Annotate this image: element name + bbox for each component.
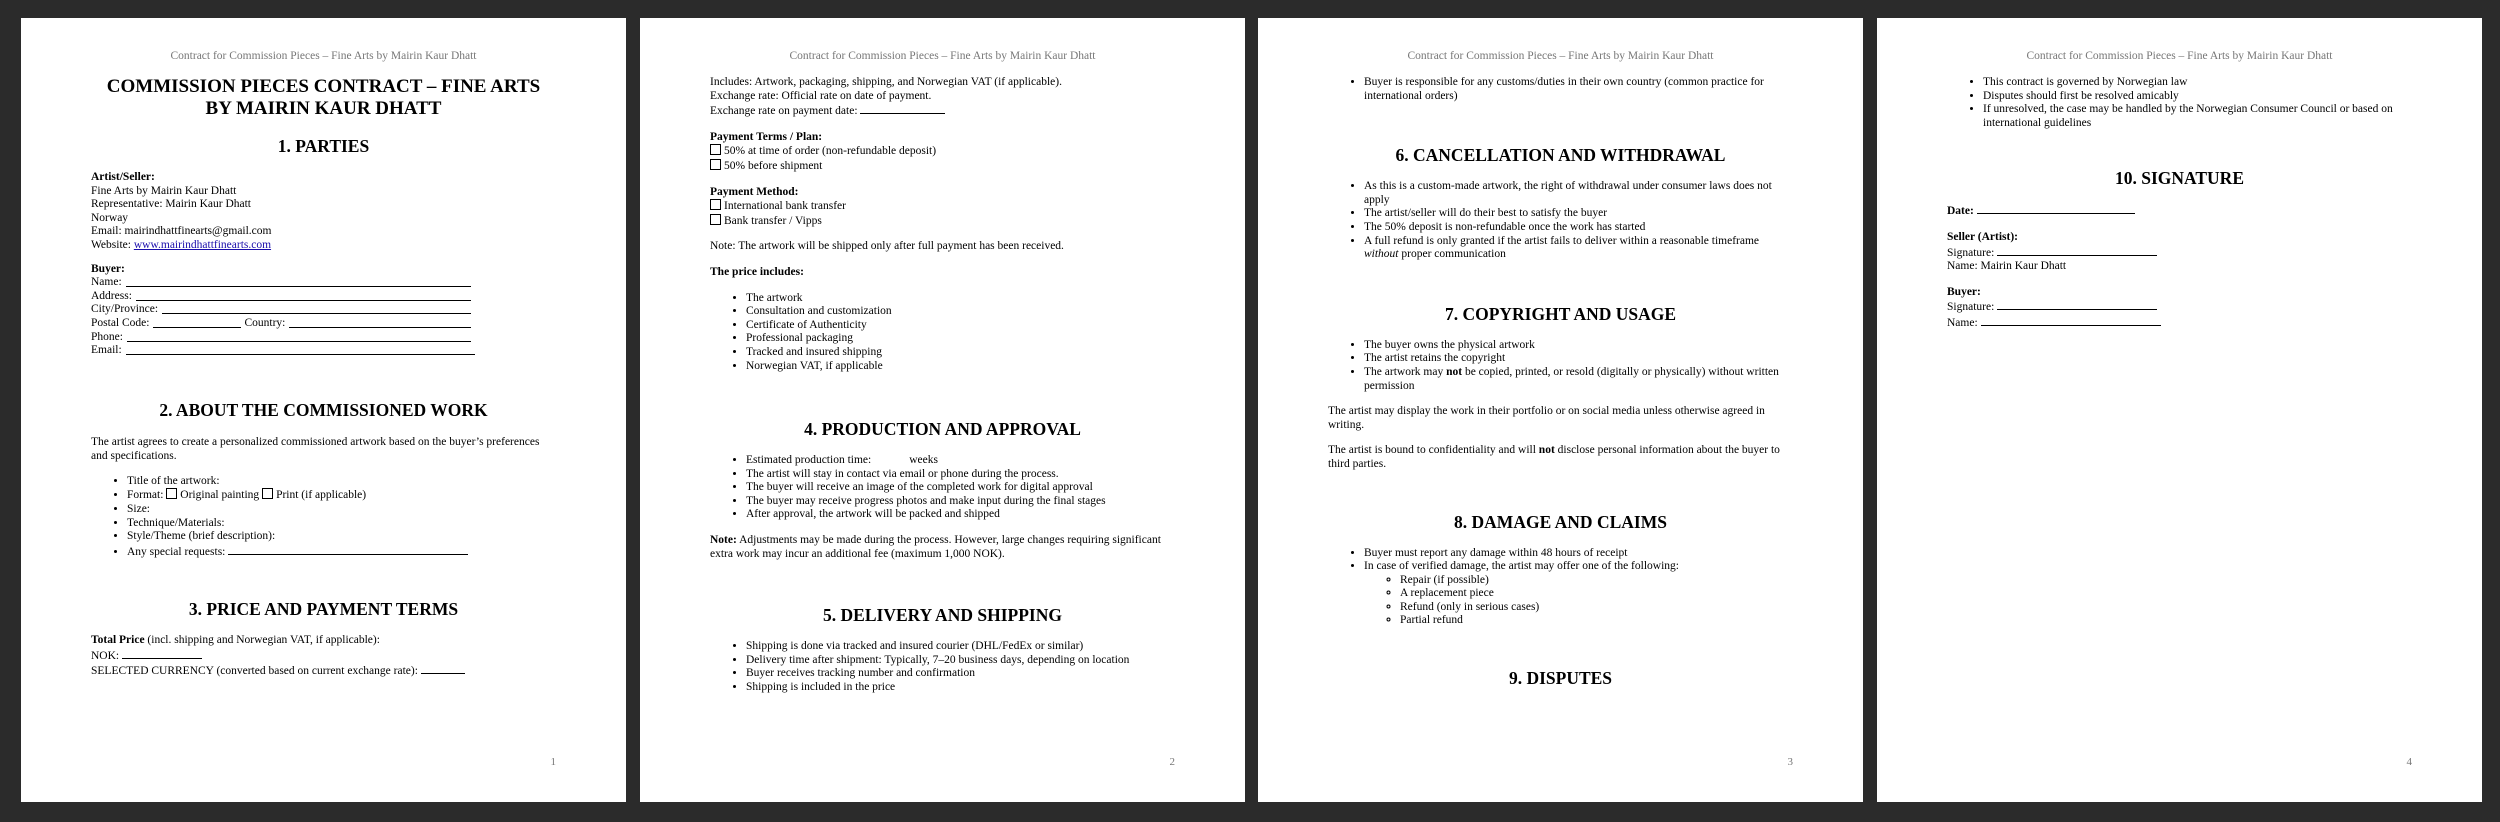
list-item: • Delivery time after shipment: Typically, 7–20 business days, depending on location	[746, 654, 1175, 668]
seller-label: Artist/Seller:	[91, 171, 155, 183]
buyer-phone-field[interactable]: Phone:	[91, 331, 471, 345]
list-item: • Buyer is responsible for any customs/duties in their own country (common practice for international orders)	[1364, 76, 1793, 103]
disputes-list	[1947, 76, 2412, 130]
payment-method-option: International bank transfer	[710, 199, 1175, 214]
buyer-city-field[interactable]: City/Province:	[91, 303, 471, 317]
delivery-list	[710, 640, 1175, 694]
checkbox-original[interactable]	[166, 488, 177, 499]
list-item: • Technique/Materials:	[127, 517, 556, 531]
buyer-name-field[interactable]: Name:	[1947, 315, 2412, 331]
list-item: • The buyer may receive progress photos and make input during the final stages	[746, 495, 1175, 509]
list-item: ◦ Partial refund	[1400, 614, 1793, 628]
running-header: Contract for Commission Pieces – Fine Arts by Mairin Kaur Dhatt	[2026, 50, 2333, 62]
page-number: 4	[2406, 756, 2412, 768]
price-includes-label: The price includes:	[710, 265, 804, 278]
list-item: • The artwork may not be copied, printed, or resold (digitally or physically) without written permission	[1364, 366, 1793, 393]
payment-term-option: 50% before shipment	[710, 159, 1175, 174]
production-note: Note: Adjustments may be made during the process. However, large changes requiring significant extra work may incur an additional fee (maximum 1,000 NOK).	[710, 534, 1161, 560]
damage-list	[1328, 547, 1793, 629]
document-page-3	[1258, 18, 1863, 802]
title-line-2: BY MAIRIN KAUR DHATT	[205, 98, 442, 119]
section-heading-price: 3. PRICE AND PAYMENT TERMS	[188, 599, 459, 620]
document-title	[91, 76, 556, 120]
list-item: • Format: Original painting Print (if applicable)	[127, 488, 556, 503]
section-heading-cancellation: 6. CANCELLATION AND WITHDRAWAL	[1395, 145, 1726, 166]
list-item: • Consultation and customization	[746, 305, 1175, 319]
checkbox-intl-bank[interactable]	[710, 199, 721, 210]
section-heading-damage: 8. DAMAGE AND CLAIMS	[1454, 511, 1667, 532]
buyer-label: Buyer:	[1947, 285, 1981, 298]
list-item: • As this is a custom-made artwork, the right of withdrawal under consumer laws does not apply	[1364, 180, 1793, 207]
document-page-4	[1877, 18, 2482, 802]
list-item: • Shipping is included in the price	[746, 681, 1175, 695]
list-item: • Estimated production time: weeks	[746, 454, 1175, 468]
list-item: • Norwegian VAT, if applicable	[746, 360, 1175, 374]
list-item: • The artwork	[746, 292, 1175, 306]
customs-list	[1328, 76, 1793, 103]
seller-line: Fine Arts by Mairin Kaur Dhatt	[91, 184, 237, 197]
list-item: ◦ Repair (if possible)	[1400, 574, 1793, 588]
document-page-1	[21, 18, 626, 802]
copyright-list	[1328, 339, 1793, 393]
date-field[interactable]: Date:	[1947, 203, 2412, 219]
running-header: Contract for Commission Pieces – Fine Arts by Mairin Kaur Dhatt	[170, 50, 477, 62]
list-item: • A full refund is only granted if the artist fails to deliver within a reasonable timeframe without proper communication	[1364, 235, 1793, 262]
total-price-line: Total Price (incl. shipping and Norwegian VAT, if applicable):	[91, 634, 380, 647]
buyer-email-field[interactable]: Email:	[91, 344, 475, 358]
document-page-2	[640, 18, 1245, 802]
list-item: • In case of verified damage, the artist may offer one of the following: ◦ Repair (if possible) ◦ A replacement piece ◦ Refund (only in serious cases) ◦ Partial refund	[1364, 560, 1793, 628]
selected-currency-line: SELECTED CURRENCY (converted based on current exchange rate):	[91, 663, 556, 679]
damage-options-list	[1364, 574, 1793, 628]
list-item: • Disputes should first be resolved amicably	[1983, 90, 2412, 104]
running-header: Contract for Commission Pieces – Fine Arts by Mairin Kaur Dhatt	[789, 50, 1096, 62]
list-item: • The artist will stay in contact via email or phone during the process.	[746, 468, 1175, 482]
page-number: 2	[1169, 756, 1175, 768]
list-item: • The artist retains the copyright	[1364, 352, 1793, 366]
seller-line: Representative: Mairin Kaur Dhatt	[91, 198, 251, 211]
commission-details-list	[91, 475, 556, 560]
nok-line: NOK:	[91, 648, 556, 664]
list-item: • Tracked and insured shipping	[746, 346, 1175, 360]
list-item: • This contract is governed by Norwegian law	[1983, 76, 2412, 90]
list-item: • Style/Theme (brief description):	[127, 530, 556, 544]
section-heading-disputes: 9. DISPUTES	[1508, 668, 1613, 689]
list-item: • Certificate of Authenticity	[746, 319, 1175, 333]
exchange-rate-line: Exchange rate: Official rate on date of payment.	[710, 89, 932, 102]
buyer-name-field[interactable]: Name:	[91, 276, 471, 290]
section-heading-copyright: 7. COPYRIGHT AND USAGE	[1444, 303, 1677, 324]
list-item: • If unresolved, the case may be handled by the Norwegian Consumer Council or based on international guidelines	[1983, 103, 2412, 130]
price-includes-list	[710, 292, 1175, 374]
section-heading-production: 4. PRODUCTION AND APPROVAL	[804, 419, 1081, 440]
confidentiality-paragraph: The artist is bound to confidentiality and will not disclose personal information about the buyer to third parties.	[1328, 444, 1780, 470]
list-item: • The buyer will receive an image of the completed work for digital approval	[746, 481, 1175, 495]
list-item: • The buyer owns the physical artwork	[1364, 339, 1793, 353]
buyer-address-field[interactable]: Address:	[91, 290, 471, 304]
checkbox-bank-vipps[interactable]	[710, 214, 721, 225]
seller-website: Website: www.mairindhattfinearts.com	[91, 238, 272, 251]
payment-terms-label: Payment Terms / Plan:	[710, 130, 823, 143]
section-heading-parties: 1. PARTIES	[277, 136, 370, 156]
buyer-label: Buyer:	[91, 262, 125, 275]
list-item: • Any special requests:	[127, 544, 556, 560]
list-item: • Size:	[127, 503, 556, 517]
includes-line: Includes: Artwork, packaging, shipping, and Norwegian VAT (if applicable).	[710, 76, 1062, 88]
commission-intro: The artist agrees to create a personalized commissioned artwork based on the buyer’s preferences and specifications.	[91, 435, 540, 462]
page-number: 1	[550, 756, 556, 768]
seller-signature-field[interactable]: Signature:	[1947, 245, 2412, 261]
list-item: • The artist/seller will do their best to satisfy the buyer	[1364, 207, 1793, 221]
title-line-1: COMMISSION PIECES CONTRACT – FINE ARTS	[106, 76, 541, 97]
seller-email: Email: mairindhattfinearts@gmail.com	[91, 225, 272, 238]
list-item: • Professional packaging	[746, 332, 1175, 346]
checkbox-deposit[interactable]	[710, 144, 721, 155]
production-list	[710, 454, 1175, 522]
cancellation-list	[1328, 180, 1793, 262]
list-item: • Title of the artwork:	[127, 475, 556, 489]
payment-term-option: 50% at time of order (non-refundable deposit)	[710, 144, 1175, 159]
list-item: ◦ Refund (only in serious cases)	[1400, 601, 1793, 615]
buyer-signature-field[interactable]: Signature:	[1947, 299, 2412, 315]
payment-method-label: Payment Method:	[710, 185, 799, 198]
list-item: ◦ A replacement piece	[1400, 587, 1793, 601]
seller-name: Name: Mairin Kaur Dhatt	[1947, 260, 2067, 273]
payment-method-option: Bank transfer / Vipps	[710, 214, 1175, 229]
page-number: 3	[1787, 756, 1793, 768]
list-item: • Buyer receives tracking number and confirmation	[746, 667, 1175, 681]
website-link[interactable]: www.mairindhattfinearts.com	[133, 238, 272, 251]
section-heading-delivery: 5. DELIVERY AND SHIPPING	[823, 605, 1062, 626]
portfolio-paragraph: The artist may display the work in their portfolio or on social media unless otherwise agreed in writing.	[1328, 405, 1765, 431]
buyer-postal-country-field[interactable]: Postal Code: Country:	[91, 317, 471, 331]
list-item: • Buyer must report any damage within 48 hours of receipt	[1364, 547, 1793, 561]
exchange-rate-payment-line: Exchange rate on payment date:	[710, 103, 1175, 119]
checkbox-print[interactable]	[262, 488, 273, 499]
list-item: • The 50% deposit is non-refundable once the work has started	[1364, 221, 1793, 235]
list-item: • Shipping is done via tracked and insured courier (DHL/FedEx or similar)	[746, 640, 1175, 654]
checkbox-before-shipment[interactable]	[710, 159, 721, 170]
running-header: Contract for Commission Pieces – Fine Arts by Mairin Kaur Dhatt	[1407, 50, 1714, 62]
seller-label: Seller (Artist):	[1947, 230, 2018, 243]
seller-line: Norway	[91, 211, 129, 224]
list-item: • After approval, the artwork will be packed and shipped	[746, 508, 1175, 522]
section-heading-commissioned-work: 2. ABOUT THE COMMISSIONED WORK	[159, 399, 488, 420]
shipping-note: Note: The artwork will be shipped only after full payment has been received.	[710, 240, 1064, 253]
section-heading-signature: 10. SIGNATURE	[2114, 168, 2244, 189]
